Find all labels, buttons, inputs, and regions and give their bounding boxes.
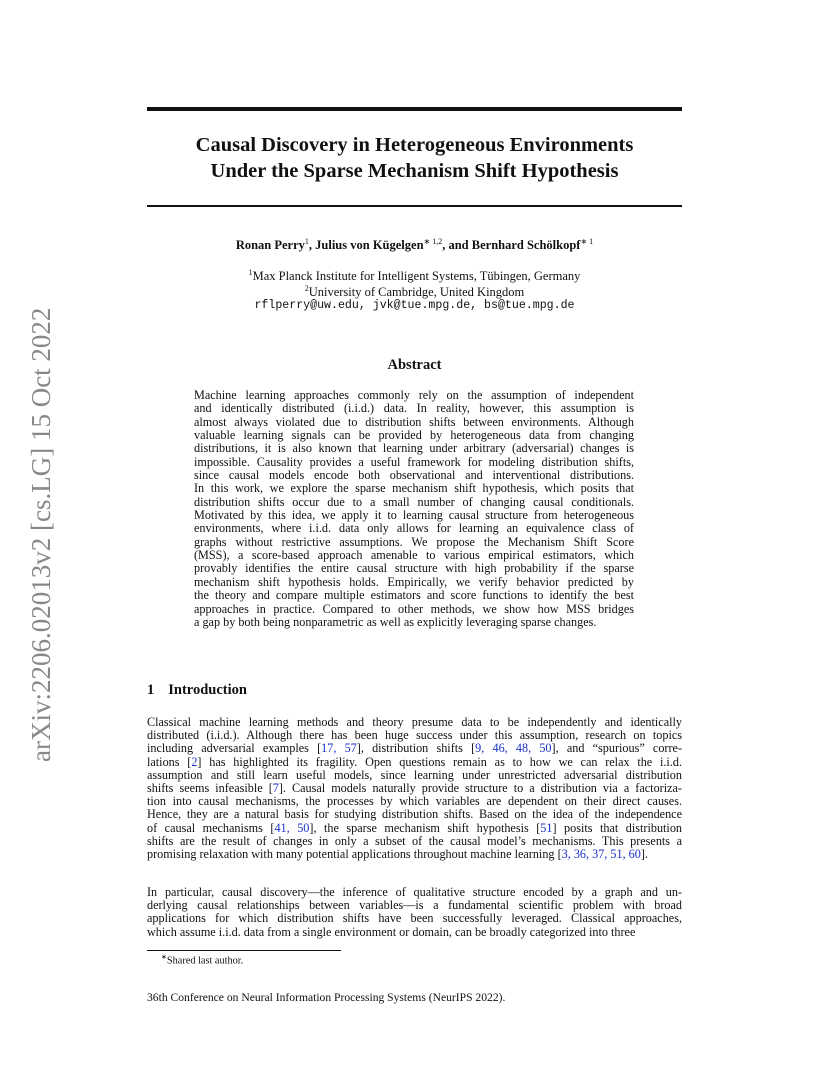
- intro-paragraph-1-line: tion into causal mechanisms, the processes by which variables are dependent on their direct causes.: [147, 794, 682, 809]
- section-heading-introduction: [147, 682, 247, 699]
- abstract-line: Motivated by this idea, we apply it to learning causal structure from heterogeneous: [194, 508, 634, 523]
- footnote-text: Shared last author.: [166, 955, 244, 967]
- abstract-line: graphs without restrictive assumptions. We propose the Mechanism Shift Score: [194, 534, 634, 549]
- intro-paragraph-2-line: derlying causal relationships between variables—is a fundamental scientific problem with broad: [147, 898, 682, 913]
- citation-link[interactable]: 51: [540, 820, 553, 835]
- intro-paragraph-1-line: lations [2] has highlighted its fragility. Open questions remain as to how we can relax the i.i.d.: [147, 754, 682, 769]
- abstract-line: provably identifies the entire causal structure with high probability if the sparse: [194, 561, 634, 576]
- intro-paragraph-1-line: promising relaxation with many potential applications throughout machine learning [3, 36, 37, 51, 60].: [147, 846, 648, 861]
- abstract-line: environments, where i.i.d. data only allows for learning an equivalence class of: [194, 521, 634, 536]
- author-3-affil: ∗ 1: [580, 237, 594, 246]
- intro-paragraph-2-line: applications for which distribution shifts have been successfully leveraged. Classical approaches,: [147, 911, 682, 926]
- affiliation-1-mark: 1: [248, 268, 253, 277]
- abstract-line: valuable learning signals can be provided by heterogeneous data from changing: [194, 428, 634, 443]
- title-rule-bottom: [147, 205, 682, 207]
- intro-paragraph-1-line: Classical machine learning methods and theory presume data to be independently and identically: [147, 715, 682, 729]
- intro-paragraph-2: [147, 886, 682, 939]
- footnote: [161, 953, 243, 966]
- affiliation-2-text: University of Cambridge, United Kingdom: [308, 285, 525, 300]
- author-3: , and Bernhard Schölkopf: [442, 238, 581, 253]
- title-line-1: Causal Discovery in Heterogeneous Environments: [195, 134, 634, 156]
- intro-paragraph-1: [147, 716, 682, 861]
- abstract-line: a gap by both being nonparametric as well as explicitly leveraging sparse changes.: [194, 614, 597, 629]
- author-emails: rflperry@uw.edu, jvk@tue.mpg.de, bs@tue.mpg.de: [254, 299, 575, 312]
- intro-paragraph-1-line: distributed (i.i.d.). Although there has been huge success under this assumption, research on topics: [147, 728, 682, 743]
- abstract-line: In this work, we explore the sparse mechanism shift hypothesis, which posits that: [194, 481, 634, 496]
- abstract-line: the theory and compare multiple estimators and score functions to identify the best: [194, 588, 634, 603]
- author-2-affil: ∗ 1,2: [423, 237, 443, 246]
- author-1-affil: 1: [304, 237, 309, 246]
- citation-link[interactable]: 7: [272, 780, 279, 795]
- affiliation-2-mark: 2: [304, 284, 309, 293]
- abstract-line: almost always violated due to distribution shifts between environments. Although: [194, 414, 634, 429]
- intro-paragraph-1-line: shifts seems infeasible [7]. Causal models naturally provide structure to a distribution via a factoriza-: [147, 780, 682, 795]
- citation-link[interactable]: 41, 50: [274, 820, 310, 835]
- intro-paragraph-2-line: which assume i.i.d. data from a single environment or domain, can be broadly categorized into three: [147, 924, 636, 939]
- title-line-2: Under the Sparse Mechanism Shift Hypothesis: [210, 160, 619, 182]
- section-number: 1: [147, 682, 155, 698]
- abstract-heading: Abstract: [387, 357, 442, 373]
- abstract-line: (MSS), a score-based approach amenable to various empirical estimators, which: [194, 548, 634, 563]
- arxiv-stamp: arXiv:2206.02013v2 [cs.LG] 15 Oct 2022: [26, 307, 56, 762]
- abstract-line: mechanism shift hypothesis holds. Empirically, we verify behavior predicted by: [194, 574, 634, 589]
- abstract-line: distribution shifts occur due to a small number of changing causal conditionals.: [194, 494, 634, 509]
- section-title: Introduction: [168, 682, 247, 698]
- citation-link[interactable]: 17, 57: [321, 741, 357, 756]
- citation-link[interactable]: 3, 36, 37, 51, 60: [561, 846, 641, 861]
- conference-notice: 36th Conference on Neural Information Processing Systems (NeurIPS 2022).: [147, 991, 506, 1004]
- abstract-line: since causal models encode both observational and interventional distributions.: [194, 468, 634, 483]
- intro-paragraph-1-line: shifts are the result of changes in only a subset of the causal model’s mechanisms. This presents a: [147, 833, 682, 848]
- intro-paragraph-1-line: of causal mechanisms [41, 50], the sparse mechanism shift hypothesis [51] posits that distribution: [147, 820, 683, 835]
- intro-paragraph-1-line: assumption and still learn useful models, since learning under unrestricted adversarial distribution: [147, 767, 682, 782]
- intro-paragraph-1-line: Hence, they are a natural basis for studying distribution shifts. Based on the idea of the independence: [147, 807, 682, 822]
- affiliation-2: [147, 284, 682, 300]
- abstract-line: distributions, it is also known that learning under arbitrary (adversarial) changes is: [194, 441, 634, 456]
- author-1: Ronan Perry: [235, 238, 305, 253]
- affiliation-1-text: Max Planck Institute for Intelligent Systems, Tübingen, Germany: [252, 269, 581, 284]
- abstract-line: approaches in practice. Compared to other methods, we show how MSS bridges: [194, 601, 634, 616]
- footnote-rule: [147, 950, 341, 951]
- paper-title: [140, 132, 689, 184]
- citation-link[interactable]: 2: [191, 754, 198, 769]
- abstract-line: Machine learning approaches commonly rely on the assumption of independent: [194, 388, 634, 402]
- abstract-line: and identically distributed (i.i.d.) data. In reality, however, this assumption is: [194, 401, 634, 416]
- affiliation-1: [147, 268, 682, 284]
- abstract-line: impossible. Causality provides a useful framework for modeling distribution shifts,: [194, 454, 634, 469]
- footnote-mark: ∗: [161, 953, 167, 961]
- intro-paragraph-1-line: including adversarial examples [17, 57], distribution shifts [9, 46, 48, 50], and “spurious” corre-: [147, 741, 683, 756]
- title-rule-top: [147, 107, 682, 111]
- abstract-body: [194, 389, 634, 629]
- author-list: [147, 237, 682, 253]
- intro-paragraph-2-line: In particular, causal discovery—the inference of qualitative structure encoded by a graph and un-: [147, 885, 682, 899]
- citation-link[interactable]: 9, 46, 48, 50: [475, 741, 552, 756]
- author-2: , Julius von Kügelgen: [308, 238, 424, 253]
